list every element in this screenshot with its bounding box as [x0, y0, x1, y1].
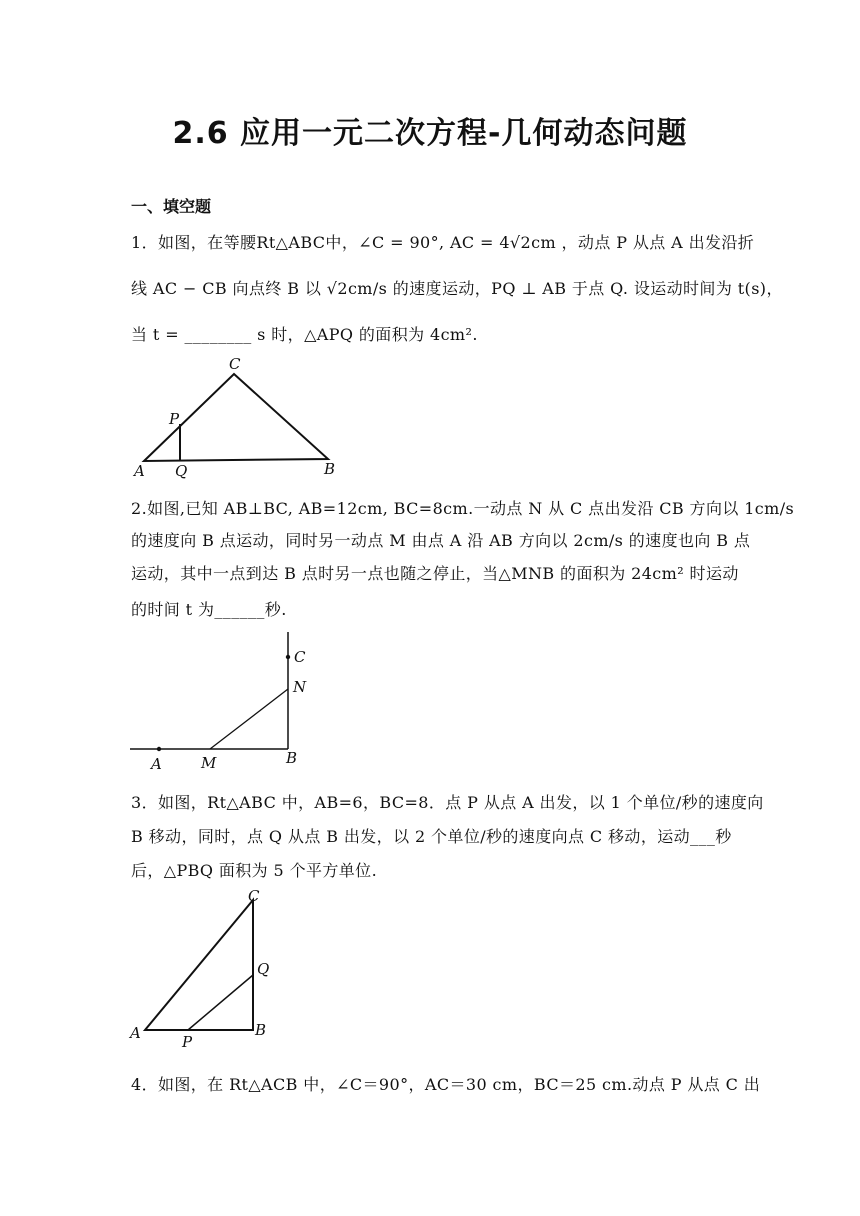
- problem-2-line-4: 的时间 t 为______秒.: [131, 600, 287, 619]
- problem-1-figure: [130, 352, 350, 482]
- label-n: N: [293, 678, 307, 696]
- document-title: 2.6 应用一元二次方程-几何动态问题: [172, 116, 688, 151]
- label-b: B: [324, 460, 336, 478]
- label-b: B: [255, 1021, 267, 1039]
- label-q: Q: [257, 960, 270, 978]
- label-a: A: [134, 462, 145, 480]
- problem-3-line-1: 3．如图，Rt△ABC 中，AB=6，BC=8．点 P 从点 A 出发，以 1 个单位/秒的速度向: [131, 793, 764, 812]
- problem-3-figure: [128, 887, 288, 1051]
- problem-2-figure: [130, 632, 330, 772]
- label-b: B: [286, 749, 298, 767]
- segment-pq: [188, 975, 253, 1030]
- label-m: M: [201, 754, 217, 772]
- problem-2-line-1: 2.如图,已知 AB⊥BC, AB=12cm, BC=8cm.一动点 N 从 C 点出发沿 CB 方向以 1cm/s: [131, 499, 795, 518]
- label-c: C: [294, 648, 306, 666]
- point-a: [157, 747, 161, 751]
- label-c: C: [229, 355, 241, 373]
- problem-4-line-1: 4．如图，在 Rt△ACB 中，∠C＝90°，AC＝30 cm，BC＝25 cm.动点 P 从点 C 出: [131, 1075, 761, 1094]
- triangle-abc: [145, 900, 253, 1030]
- problem-1-line-2: 线 AC − CB 向点终 B 以 √2cm/s 的速度运动，PQ ⊥ AB 于点 Q. 设运动时间为 t(s)，: [131, 279, 783, 298]
- label-a: A: [151, 755, 162, 773]
- problem-3-line-3: 后，△PBQ 面积为 5 个平方单位.: [131, 861, 378, 880]
- segment-mn: [210, 689, 288, 749]
- label-a: A: [130, 1024, 141, 1042]
- label-p: P: [182, 1033, 193, 1051]
- section-heading: 一、填空题: [131, 197, 212, 216]
- label-q: Q: [175, 462, 188, 480]
- problem-3-line-2: B 移动，同时，点 Q 从点 B 出发，以 2 个单位/秒的速度向点 C 移动，运动___秒: [131, 827, 732, 846]
- problem-2-line-3: 运动，其中一点到达 B 点时另一点也随之停止，当△MNB 的面积为 24cm² 时运动: [131, 564, 739, 583]
- problem-1-line-1: 1．如图，在等腰Rt△ABC中，∠C = 90°, AC = 4√2cm ，动点 P 从点 A 出发沿折: [131, 233, 755, 252]
- problem-1-line-3: 当 t = ________ s 时，△APQ 的面积为 4cm².: [131, 325, 478, 344]
- label-p: P: [169, 410, 180, 428]
- point-c: [286, 655, 290, 659]
- problem-2-line-2: 的速度向 B 点运动，同时另一动点 M 由点 A 沿 AB 方向以 2cm/s 的速度也向 B 点: [131, 531, 751, 550]
- label-c: C: [248, 887, 260, 905]
